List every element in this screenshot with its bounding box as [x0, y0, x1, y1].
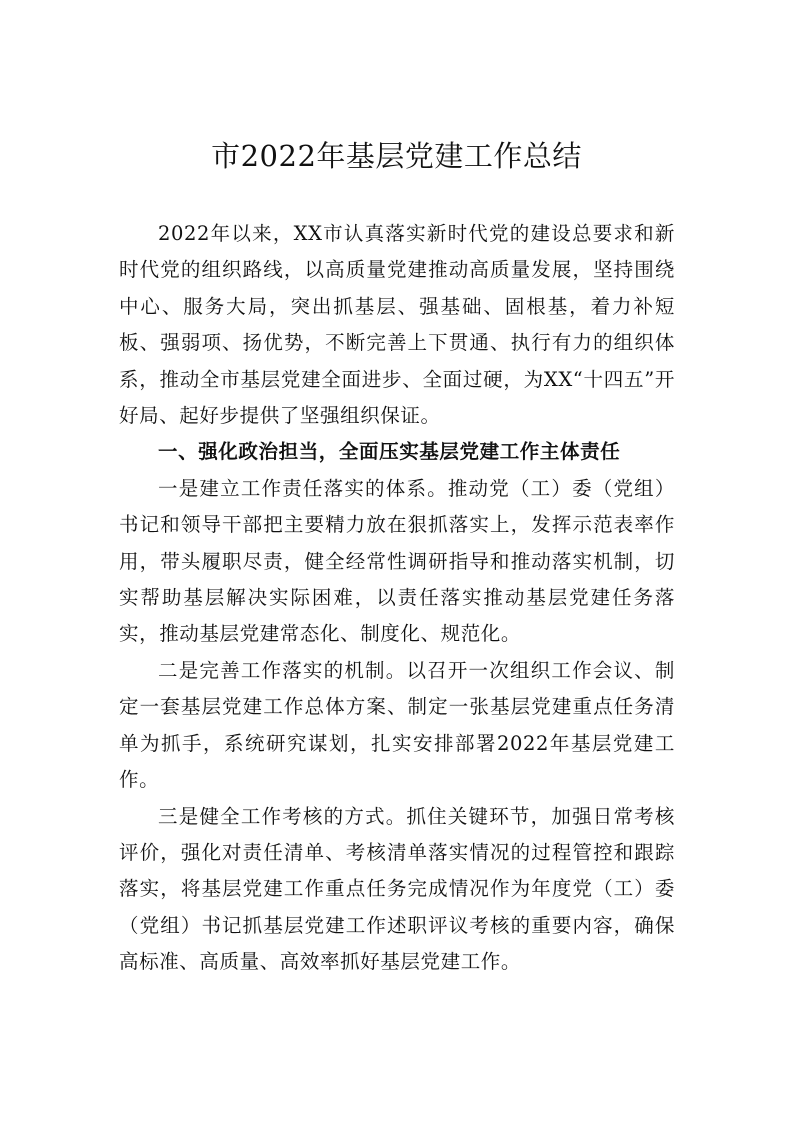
section-heading: 一、强化政治担当，全面压实基层党建工作主体责任 — [158, 440, 621, 464]
document-body — [119, 216, 675, 981]
intro-paragraph: 2022年以来，XX市认真落实新时代党的建设总要求和新时代党的组织路线，以高质量党建推动高质量发展，坚持围绕中心、服务大局，突出抓基层、强基础、固根基，着力补短板、强弱项、扬优势，不断完善上下贯通、执行有力的组织体系，推动全市基层党建全面进步、全面过硬，为XX“十四五”开好局、起好步提供了坚强组织保证。 — [119, 222, 675, 428]
section-paragraph: 二是完善工作落实的机制。以召开一次组织工作会议、制定一套基层党建工作总体方案、制定一张基层党建重点任务清单为抓手，系统研究谋划，扎实安排部署2022年基层党建工作。 — [119, 658, 675, 792]
section-paragraph: 三是健全工作考核的方式。抓住关键环节，加强日常考核评价，强化对责任清单、考核清单落实情况的过程管控和跟踪落实，将基层党建工作重点任务完成情况作为年度党（工）委（党组）书记抓基层党建工作述职评议考核的重要内容，确保高标准、高质量、高效率抓好基层党建工作。 — [119, 804, 675, 974]
document-title: 市2022年基层党建工作总结 — [211, 139, 582, 173]
section-paragraph: 一是建立工作责任落实的体系。推动党（工）委（党组）书记和领导干部把主要精力放在狠抓落实上，发挥示范表率作用，带头履职尽责，健全经常性调研指导和推动落实机制，切实帮助基层解决实际困难，以责任落实推动基层党建任务落实，推动基层党建常态化、制度化、规范化。 — [119, 476, 675, 646]
